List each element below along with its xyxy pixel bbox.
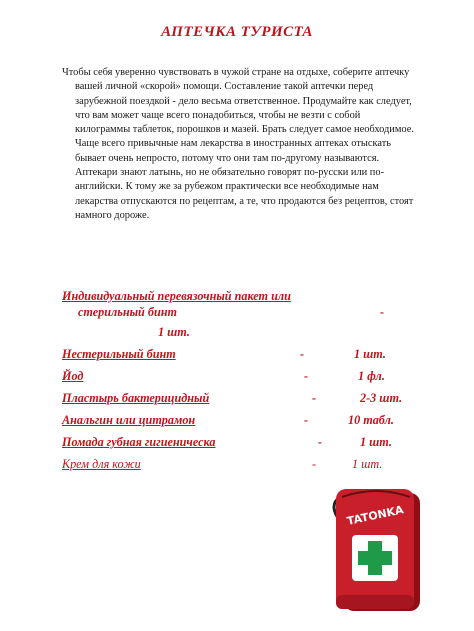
item-name: Помада губная гигиеническа [62, 435, 216, 449]
item-dash: - [300, 347, 305, 361]
item-amount: 10 табл. [348, 413, 394, 427]
brand-label: TATONKA [345, 503, 405, 528]
list-item [62, 456, 422, 472]
list-item [62, 288, 422, 340]
list-item [62, 434, 422, 450]
item-name: Пластырь бактерицидный [62, 391, 210, 405]
item-name: Крем для кожи [62, 457, 141, 471]
item-dash: - [318, 435, 323, 449]
item-name-line1: Индивидуальный перевязочный пакет или [62, 289, 291, 303]
item-dash: - [304, 413, 309, 427]
page-title: АПТЕЧКА ТУРИСТА [161, 24, 313, 40]
first-aid-bag-image [318, 477, 428, 617]
item-dash: - [312, 457, 317, 471]
item-name-line2: стерильный бинт [78, 305, 177, 319]
item-name: Йод [62, 369, 84, 383]
item-name: Анальгин или цитрамон [62, 413, 196, 427]
item-amount: 1 шт. [360, 435, 392, 449]
item-line2 [62, 304, 422, 320]
bag-bottom [336, 595, 414, 609]
cross-horizontal [358, 551, 392, 565]
supply-list [62, 288, 422, 478]
item-dash: - [304, 369, 309, 383]
list-item [62, 368, 422, 384]
item-name: Нестерильный бинт [62, 347, 176, 361]
item-amount: 2-3 шт. [360, 391, 403, 405]
item-amount: 1 шт. [354, 347, 386, 361]
intro-paragraph: Чтобы себя уверенно чувствовать в чужой стране на отдыхе, соберите аптечку вашей личной «скорой» помощи. Составление такой аптечки перед зарубежной поездкой - дело весьма ответственное. Продумайте как следует, что вам может чаще всего понадобиться, чтобы не везти с собой килограммы таблеток, порошков и мазей. Брать следует самое необходимое. Чаще всего привычные нам лекарства в иностранных аптеках отыскать бывает очень непросто, потому что они там по-другому называются. Аптекари знают латынь, но не обязательно говорят по-русски или по-английски. К тому же за рубежом практически все необходимые нам лекарства отпускаются по рецептам, а те, что продаются без рецептов, стоят намного дороже. [62, 67, 414, 221]
item-amount: 1 фл. [358, 369, 385, 383]
list-item [62, 412, 422, 428]
list-item [62, 390, 422, 406]
item-amount: 1 шт. [352, 457, 383, 471]
item-amount: 1 шт. [158, 325, 190, 339]
item-dash: - [380, 305, 385, 319]
item-dash: - [312, 391, 317, 405]
list-item [62, 346, 422, 362]
